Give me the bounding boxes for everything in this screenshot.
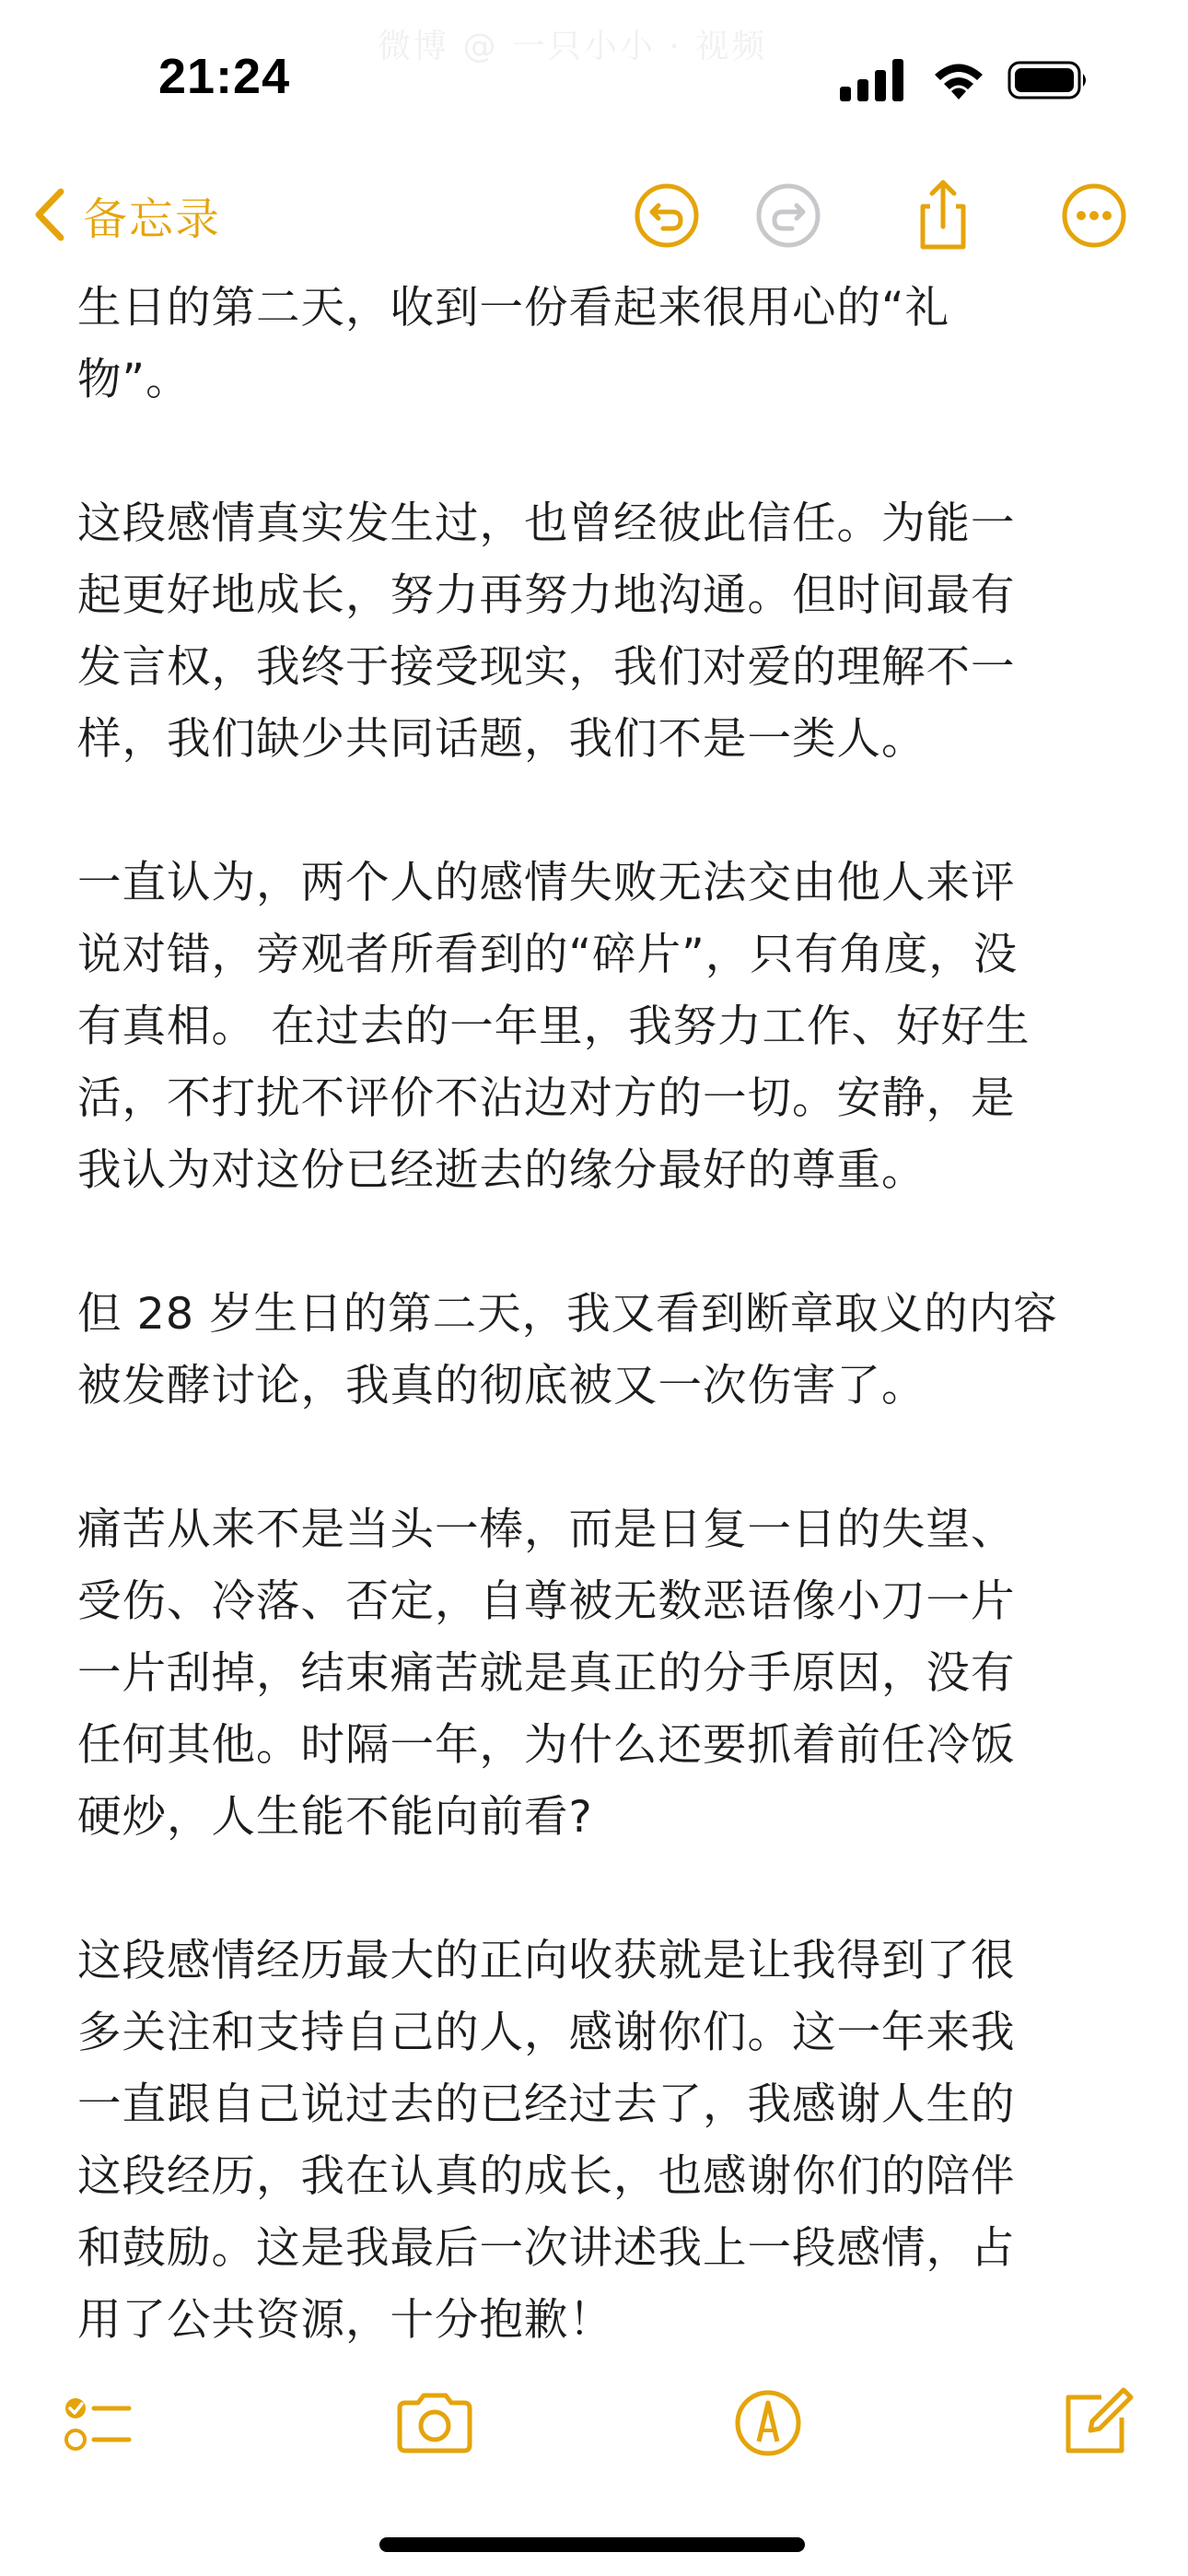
note-line: 有真相。 在过去的一年里，我努力工作、好好生 <box>77 1001 1031 1052</box>
compose-button[interactable] <box>1050 2377 1142 2469</box>
undo-icon <box>626 175 707 256</box>
note-line: 物”。 <box>77 355 191 405</box>
note-line: 这段感情真实发生过，也曾经彼此信任。为能一 <box>77 498 1016 549</box>
note-paragraph <box>77 488 1118 776</box>
note-line: 说对错，旁观者所看到的“碎片”，只有角度，没 <box>77 930 1019 980</box>
note-line: 我认为对这份已经逝去的缘分最好的尊重。 <box>77 1145 926 1196</box>
note-line: 这段感情经历最大的正向收获就是让我得到了很 <box>77 1936 1016 1986</box>
note-paragraph <box>77 848 1118 1207</box>
checklist-icon <box>52 2377 144 2469</box>
camera-button[interactable] <box>389 2377 481 2469</box>
share-icon <box>903 175 984 256</box>
note-line: 起更好地成长，努力再努力地沟通。但时间最有 <box>77 570 1016 621</box>
back-button[interactable] <box>33 173 221 256</box>
note-line: 被发酵讨论，我真的彻底被又一次伤害了。 <box>77 1361 926 1411</box>
status-time: 21:24 <box>158 49 291 104</box>
note-line: 受伤、冷落、否定，自尊被无数恶语像小刀一片 <box>77 1576 1016 1627</box>
battery-icon <box>1007 57 1090 103</box>
more-button[interactable] <box>1054 175 1135 256</box>
wifi-icon <box>928 57 989 103</box>
redo-icon <box>748 175 829 256</box>
back-label: 备忘录 <box>83 193 222 245</box>
markup-button[interactable] <box>722 2377 814 2469</box>
note-line: 发言权，我终于接受现实，我们对爱的理解不一 <box>77 642 1016 693</box>
compose-icon <box>1050 2377 1142 2469</box>
camera-icon <box>389 2377 481 2469</box>
more-icon <box>1054 175 1135 256</box>
note-line: 活，不打扰不评价不沾边对方的一切。安静，是 <box>77 1073 1016 1124</box>
note-body[interactable] <box>77 273 1118 2357</box>
note-line: 这段经历，我在认真的成长，也感谢你们的陪伴 <box>77 2151 1016 2202</box>
note-paragraph <box>77 273 1118 416</box>
note-line: 用了公共资源，十分抱歉！ <box>77 2295 613 2346</box>
markup-icon <box>722 2377 814 2469</box>
note-line: 一直跟自己说过去的已经过去了，我感谢人生的 <box>77 2079 1016 2130</box>
status-watermark: 微博 @ 一只小小 · 视频 <box>378 28 768 65</box>
note-line: 和鼓励。这是我最后一次讲述我上一段感情，占 <box>77 2223 1016 2274</box>
chevron-left-icon <box>33 186 66 243</box>
status-icons <box>840 57 1089 103</box>
cellular-signal-icon <box>840 57 906 103</box>
bottom-toolbar <box>0 2377 1188 2478</box>
note-line: 样，我们缺少共同话题，我们不是一类人。 <box>77 714 926 765</box>
undo-button[interactable] <box>626 175 707 256</box>
redo-button[interactable] <box>748 175 829 256</box>
nav-bar <box>0 166 1188 267</box>
note-paragraph <box>77 1494 1118 1854</box>
status-bar <box>0 0 1188 147</box>
note-line: 一直认为，两个人的感情失败无法交由他人来评 <box>77 858 1016 908</box>
home-indicator[interactable] <box>379 2537 805 2552</box>
note-line: 多关注和支持自己的人，感谢你们。这一年来我 <box>77 2008 1016 2058</box>
note-line: 痛苦从来不是当头一棒，而是日复一日的失望、 <box>77 1505 1016 1555</box>
note-line: 硬炒，人生能不能向前看? <box>77 1792 593 1843</box>
note-paragraph <box>77 1926 1118 2357</box>
note-paragraph <box>77 1279 1118 1423</box>
checklist-button[interactable] <box>52 2377 144 2469</box>
note-line: 一片刮掉，结束痛苦就是真正的分手原因，没有 <box>77 1648 1016 1699</box>
note-line: 任何其他。时隔一年，为什么还要抓着前任冷饭 <box>77 1720 1016 1771</box>
share-button[interactable] <box>903 175 984 256</box>
note-line: 但 28 岁生日的第二天，我又看到断章取义的内容 <box>77 1289 1058 1340</box>
note-line: 生日的第二天，收到一份看起来很用心的“礼 <box>77 283 950 334</box>
